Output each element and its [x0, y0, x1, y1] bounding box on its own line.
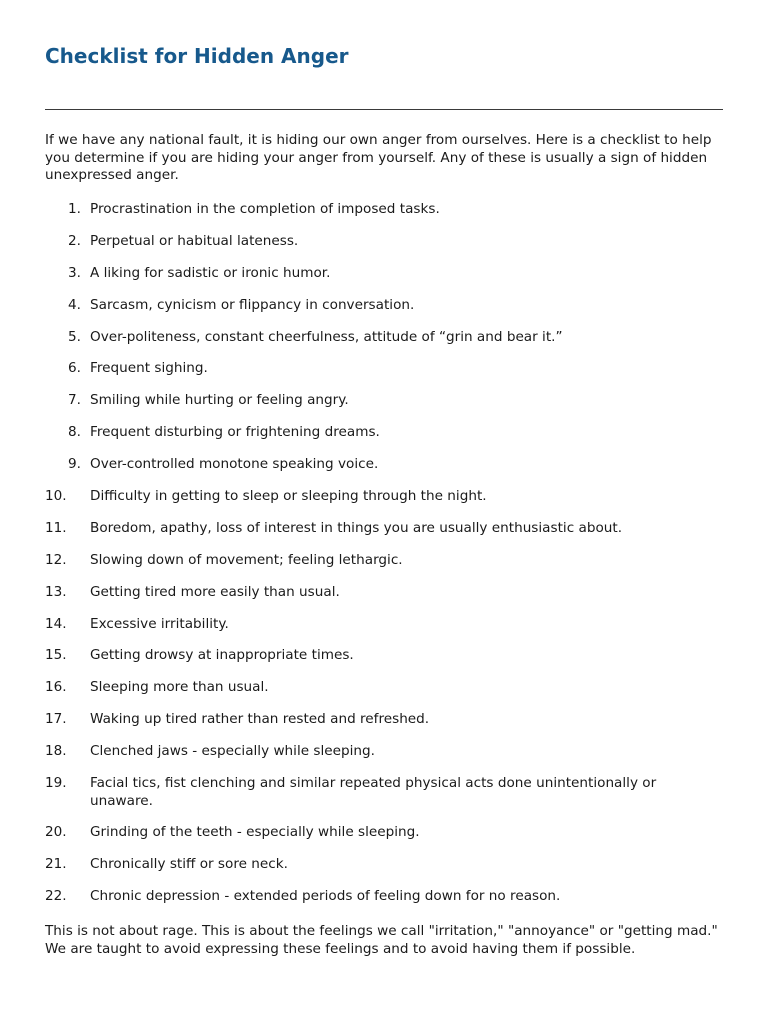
list-item — [45, 616, 723, 634]
list-item-text: Perpetual or habitual lateness. — [90, 232, 299, 249]
list-item — [45, 520, 723, 538]
list-item-text: Facial tics, fist clenching and similar repeated physical acts done unintentionally or unaware. — [90, 775, 657, 809]
list-item-text: Difficulty in getting to sleep or sleeping through the night. — [90, 488, 487, 505]
list-item-text: Sleeping more than usual. — [90, 679, 269, 696]
list-item — [45, 743, 723, 761]
list-item-number: 5. — [68, 328, 81, 345]
list-item-number: 7. — [68, 392, 81, 409]
list-item-text: Frequent sighing. — [90, 360, 208, 377]
list-item-text: Over-politeness, constant cheerfulness, attitude of “grin and bear it.” — [90, 328, 563, 345]
list-item-text: Sarcasm, cynicism or flippancy in conversation. — [90, 296, 415, 313]
list-item-number: 8. — [68, 424, 81, 441]
list-item-number: 2. — [68, 232, 81, 249]
list-item — [45, 711, 723, 729]
list-item-number: 19. — [45, 775, 67, 792]
list-item-number: 6. — [68, 360, 81, 377]
list-item-text: Boredom, apathy, loss of interest in things you are usually enthusiastic about. — [90, 519, 623, 536]
list-item-number: 3. — [68, 264, 81, 281]
list-item-text: Chronically stiff or sore neck. — [90, 856, 288, 873]
list-item — [45, 824, 723, 842]
list-item-text: Clenched jaws - especially while sleeping. — [90, 743, 375, 760]
closing-paragraph: This is not about rage. This is about the feelings we call "irritation," "annoyance" or "getting mad." We are taught to avoid expressing these feelings and to avoid having them if possible. — [45, 923, 718, 957]
list-item — [45, 329, 723, 347]
checklist — [45, 201, 723, 920]
list-item-number: 1. — [68, 201, 81, 217]
list-item — [45, 392, 723, 410]
list-item-text: Procrastination in the completion of imposed tasks. — [90, 201, 440, 217]
list-item-number: 22. — [45, 888, 67, 905]
list-item-text: Getting tired more easily than usual. — [90, 583, 340, 600]
list-item-number: 20. — [45, 824, 67, 841]
list-item — [45, 297, 723, 315]
list-item — [45, 488, 723, 506]
list-item-number: 15. — [45, 647, 67, 664]
page-title: Checklist for Hidden Anger — [45, 44, 349, 68]
list-item-number: 12. — [45, 551, 67, 568]
list-item-number: 4. — [68, 296, 81, 313]
horizontal-divider — [45, 109, 723, 110]
intro-paragraph: If we have any national fault, it is hiding our own anger from ourselves. Here is a checklist to help you determine if you are hiding your anger from yourself. Any of these is usually a sign of hidden unexpressed anger. — [45, 132, 712, 183]
list-item-number: 17. — [45, 711, 67, 728]
list-item — [45, 888, 723, 906]
list-item-text: Smiling while hurting or feeling angry. — [90, 392, 349, 409]
list-item — [45, 679, 723, 697]
list-item — [45, 265, 723, 283]
list-item-text: Frequent disturbing or frightening dreams. — [90, 424, 380, 441]
list-item-number: 11. — [45, 519, 67, 536]
list-item — [45, 552, 723, 570]
list-item — [45, 201, 723, 219]
list-item-text: Getting drowsy at inappropriate times. — [90, 647, 354, 664]
list-item — [45, 775, 723, 810]
list-item-number: 9. — [68, 456, 81, 473]
list-item — [45, 456, 723, 474]
list-item — [45, 360, 723, 378]
list-item-text: Slowing down of movement; feeling lethargic. — [90, 551, 403, 568]
list-item-text: Chronic depression - extended periods of feeling down for no reason. — [90, 888, 561, 905]
list-item — [45, 584, 723, 602]
list-item-number: 10. — [45, 488, 67, 505]
list-item — [45, 856, 723, 874]
list-item-number: 18. — [45, 743, 67, 760]
list-item-number: 21. — [45, 856, 67, 873]
list-item-text: Grinding of the teeth - especially while sleeping. — [90, 824, 420, 841]
list-item-text: A liking for sadistic or ironic humor. — [90, 264, 331, 281]
list-item-text: Over-controlled monotone speaking voice. — [90, 456, 379, 473]
list-item-number: 16. — [45, 679, 67, 696]
list-item — [45, 424, 723, 442]
list-item-number: 14. — [45, 615, 67, 632]
list-item — [45, 647, 723, 665]
list-item-text: Excessive irritability. — [90, 615, 229, 632]
list-item-number: 13. — [45, 583, 67, 600]
list-item-text: Waking up tired rather than rested and refreshed. — [90, 711, 430, 728]
list-item — [45, 233, 723, 251]
